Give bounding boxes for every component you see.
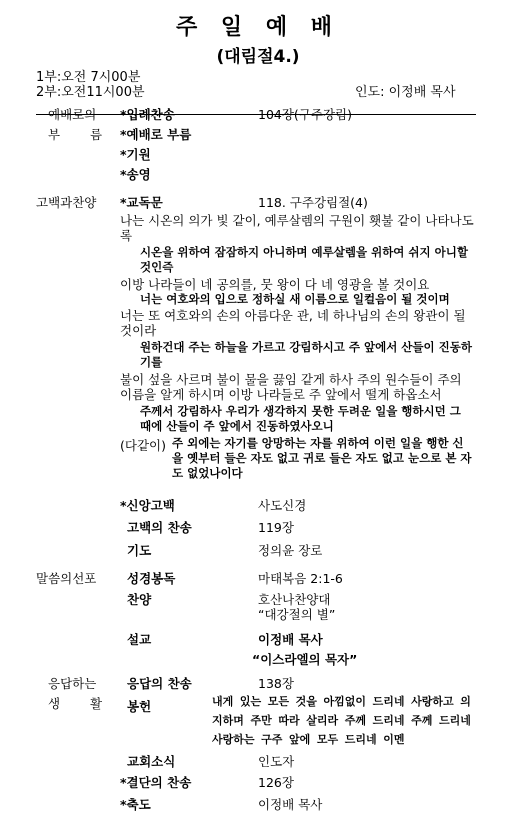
church-news-value: 인도자	[258, 754, 295, 769]
creed-label: *신앙고백	[120, 498, 175, 513]
benediction-value: 이정배 목사	[258, 797, 323, 812]
scripture-label: 성경봉독	[127, 571, 176, 586]
invocation-label: *기원	[120, 147, 151, 162]
reading-people-1: 시온을 위하여 잠잠하지 아니하며 예루살렘을 위하여 쉬지 아니할 것인즉	[140, 245, 468, 274]
creed-value: 사도신경	[258, 498, 307, 513]
sermon-preacher: 이정배 목사	[258, 632, 323, 647]
prayer-value: 정의윤 장로	[258, 543, 323, 558]
sermon-label: 설교	[127, 632, 152, 647]
sermon-title: “이스라엘의 목자”	[252, 652, 358, 667]
reading-people-2: 너는 여호와의 입으로 정하실 새 이름으로 일컬음이 될 것이며	[140, 292, 450, 306]
section-label-call-2b: 름	[90, 127, 103, 142]
service-time-1: 1부:오전 7시00분	[36, 70, 141, 85]
confession-hymn-label: 고백의 찬송	[127, 520, 192, 535]
entrance-hymn-label: *입례찬송	[120, 107, 175, 122]
prayer-label: 기도	[127, 543, 152, 558]
entrance-hymn-value: 104장(구주강림)	[258, 107, 352, 122]
response-hymn-value: 138장	[258, 676, 294, 691]
section-label-response-2b: 활	[90, 696, 103, 711]
offering-label: 봉헌	[127, 699, 152, 714]
section-label-word: 말씀의선포	[36, 571, 97, 586]
reading-people-3: 원하건대 주는 하늘을 가르고 강림하시고 주 앞에서 산들이 진동하기를	[140, 340, 472, 369]
confession-hymn-value: 119장	[258, 520, 294, 535]
reading-leader-2: 이방 나라들이 네 공의를, 뭇 왕이 다 네 영광을 볼 것이요	[120, 277, 430, 292]
worship-leader: 인도: 이정배 목사	[355, 85, 456, 100]
anthem-label: 찬양	[127, 592, 152, 607]
responsive-reading-value: 118. 구주강림절(4)	[258, 195, 368, 210]
response-hymn-label: 응답의 찬송	[127, 676, 192, 691]
decision-hymn-value: 126장	[258, 775, 294, 790]
reading-leader-1: 나는 시온의 의가 빛 같이, 예루살렘의 구원이 횃불 같이 나타나도록	[120, 213, 474, 243]
benediction-label: *축도	[120, 797, 151, 812]
offering-hymn-text: 내게 있는 모든 것을 아낌없이 드리네 사랑하고 의지하며 주만 따라 살리라 주께 드리네 주께 드리네 사랑하는 구주 앞에 모두 드리네 이멘	[212, 695, 471, 746]
anthem-choir: 호산나찬양대	[258, 592, 331, 607]
call-to-worship-label: *예배로 부름	[120, 127, 192, 142]
section-label-response: 응답하는	[48, 676, 97, 691]
reading-leader-4: 불이 섶을 사르며 불이 물을 끓임 같게 하사 주의 원수들이 주의 이름을 알게 하시며 이방 나라들로 주 앞에서 떨게 하옵소서	[120, 372, 462, 402]
page-subtitle: (대림절4.)	[216, 47, 300, 67]
anthem-title: “대강절의 별”	[258, 607, 336, 622]
service-time-2: 2부:오전11시00분	[36, 85, 145, 100]
page-title: 주 일 예 배	[176, 15, 340, 40]
reading-people-4: 주께서 강림하사 우리가 생각하지 못한 두려운 일을 행하시던 그 때에 산들이 주 앞에서 진동하였사오니	[140, 404, 461, 433]
scripture-value: 마태복음 2:1-6	[258, 571, 343, 586]
section-label-confession: 고백과찬양	[36, 195, 97, 210]
decision-hymn-label: *결단의 찬송	[120, 775, 192, 790]
reading-leader-3: 너는 또 여호와의 손의 아름다운 관, 네 하나님의 손의 왕관이 될 것이라	[120, 308, 466, 338]
doxology-label: *송영	[120, 167, 151, 182]
responsive-reading-label: *교독문	[120, 195, 163, 210]
church-news-label: 교회소식	[127, 754, 176, 769]
reading-all: 주 외에는 자기를 앙망하는 자를 위하여 이런 일을 행한 신을 옛부터 들은 자도 없고 귀로 들은 자도 없고 눈으로 본 자도 없었나이다	[172, 436, 472, 480]
section-label-call-2a: 부	[48, 127, 61, 142]
section-label-response-2a: 생	[48, 696, 61, 711]
section-label-call: 예배로의	[48, 107, 97, 122]
reading-all-prefix: (다같이)	[120, 438, 166, 453]
